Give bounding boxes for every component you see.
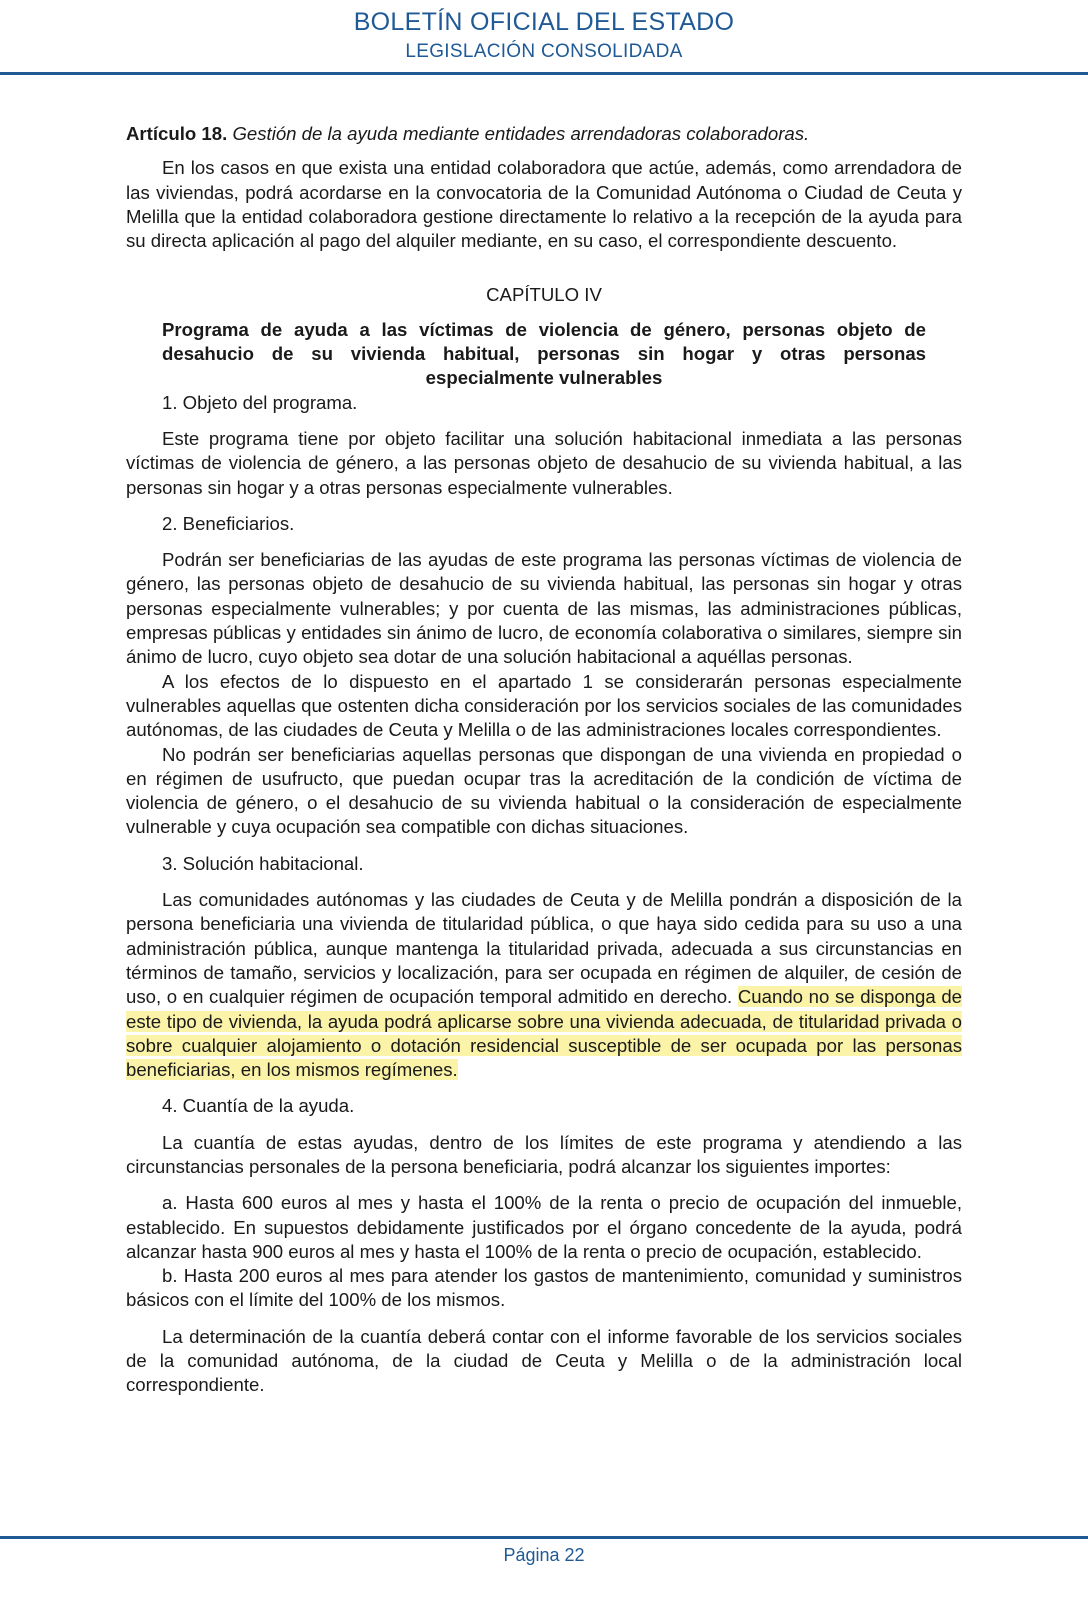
article-heading [126, 122, 962, 146]
article-title: Gestión de la ayuda mediante entidades arrendadoras colaboradoras. [232, 123, 810, 144]
header-subtitle: LEGISLACIÓN CONSOLIDADA [405, 41, 683, 62]
section-3-paragraph [126, 888, 962, 1082]
section-4-item-b: b. Hasta 200 euros al mes para atender los gastos de mantenimiento, comunidad y suministros básicos con el límite del 100% de los mismos. [126, 1265, 962, 1311]
section-heading-1: 1. Objeto del programa. [162, 391, 358, 413]
header-divider [0, 72, 1088, 75]
section-3-text: Las comunidades autónomas y las ciudades de Ceuta y de Melilla pondrán a disposición de la persona beneficiaria una vivienda de titularidad pública, o que haya sido cedida para su uso a una administración pública, aunque mantenga la titularidad privada, adecuada a sus circunstancias en términos de tamaño, servicios y localización, para ser ocupada en régimen de alquiler, de cesión de uso, o en cualquier régimen de ocupación temporal admitido en derecho. [126, 889, 962, 1008]
section-2-paragraph-1: Podrán ser beneficiarias de las ayudas de este programa las personas víctimas de violencia de género, las personas objeto de desahucio de su vivienda habitual, las personas sin hogar y otras personas especialmente vulnerables; y por cuenta de las mismas, las administraciones públicas, empresas públicas y entidades sin ánimo de lucro, de economía colaborativa o similares, siempre sin ánimo de lucro, cuyo objeto sea dotar de una solución habitacional a aquéllas personas. [126, 549, 962, 668]
footer-divider [0, 1536, 1088, 1539]
highlighted-text: Cuando no se disponga de este tipo de vivienda, la ayuda podrá aplicarse sobre una vivienda adecuada, de titularidad privada o sobre cualquier alojamiento o dotación residencial susceptible de ser ocupada por las personas beneficiarias, en los mismos regímenes. [126, 986, 963, 1081]
document-body [126, 122, 962, 1398]
section-4-paragraph-2: La determinación de la cuantía deberá contar con el informe favorable de los servicios sociales de la comunidad autónoma, de la ciudad de Ceuta y Melilla o de la administración local correspondiente. [126, 1325, 962, 1396]
section-heading-3: 3. Solución habitacional. [162, 852, 364, 874]
chapter-label: CAPÍTULO IV [486, 284, 602, 306]
section-heading-4: 4. Cuantía de la ayuda. [162, 1095, 355, 1117]
page-number: Página 22 [503, 1545, 585, 1565]
chapter-title: Programa de ayuda a las víctimas de violencia de género, personas objeto de desahucio de su vivienda habitual, personas sin hogar y otras personas especialmente vulnerables [162, 318, 926, 389]
article-paragraph: En los casos en que exista una entidad colaboradora que actúe, además, como arrendadora de las viviendas, podrá acordarse en la convocatoria de la Comunidad Autónoma o Ciudad de Ceuta y Melilla que la entidad colaboradora gestione directamente lo relativo a la recepción de la ayuda para su directa aplicación al pago del alquiler mediante, en su caso, el correspondiente descuento. [126, 157, 962, 252]
header-title: BOLETÍN OFICIAL DEL ESTADO [353, 8, 735, 36]
section-2-paragraph-3: No podrán ser beneficiarias aquellas personas que dispongan de una vivienda en propiedad o en régimen de usufructo, que puedan ocupar tras la acreditación de la condición de víctima de violencia de género, o el desahucio de su vivienda habitual o la consideración de especialmente vulnerable y cuya ocupación sea compatible con dichas situaciones. [126, 743, 962, 838]
section-4-item-a: a. Hasta 600 euros al mes y hasta el 100% de la renta o precio de ocupación del inmueble, establecido. En supuestos debidamente justificados por el órgano concedente de la ayuda, podrá alcanzar hasta 900 euros al mes y hasta el 100% de la renta o precio de ocupación, establecido. [126, 1192, 962, 1262]
section-heading-2: 2. Beneficiarios. [162, 512, 295, 534]
section-1-paragraph: Este programa tiene por objeto facilitar una solución habitacional inmediata a las personas víctimas de violencia de género, a las personas objeto de desahucio de su vivienda habitual, a las personas sin hogar y a otras personas especialmente vulnerables. [126, 427, 962, 498]
section-4-paragraph-1: La cuantía de estas ayudas, dentro de los límites de este programa y atendiendo a las circunstancias personales de la persona beneficiaria, podrá alcanzar los siguientes importes: [126, 1131, 962, 1177]
section-2-paragraph-2: A los efectos de lo dispuesto en el apartado 1 se considerarán personas especialmente vulnerables aquellas que ostenten dicha consideración por los servicios sociales de las comunidades autónomas, de las ciudades de Ceuta y Melilla o de las administraciones locales correspondientes. [126, 670, 962, 741]
article-number: Artículo 18. [126, 123, 228, 144]
page-header [0, 0, 1088, 76]
